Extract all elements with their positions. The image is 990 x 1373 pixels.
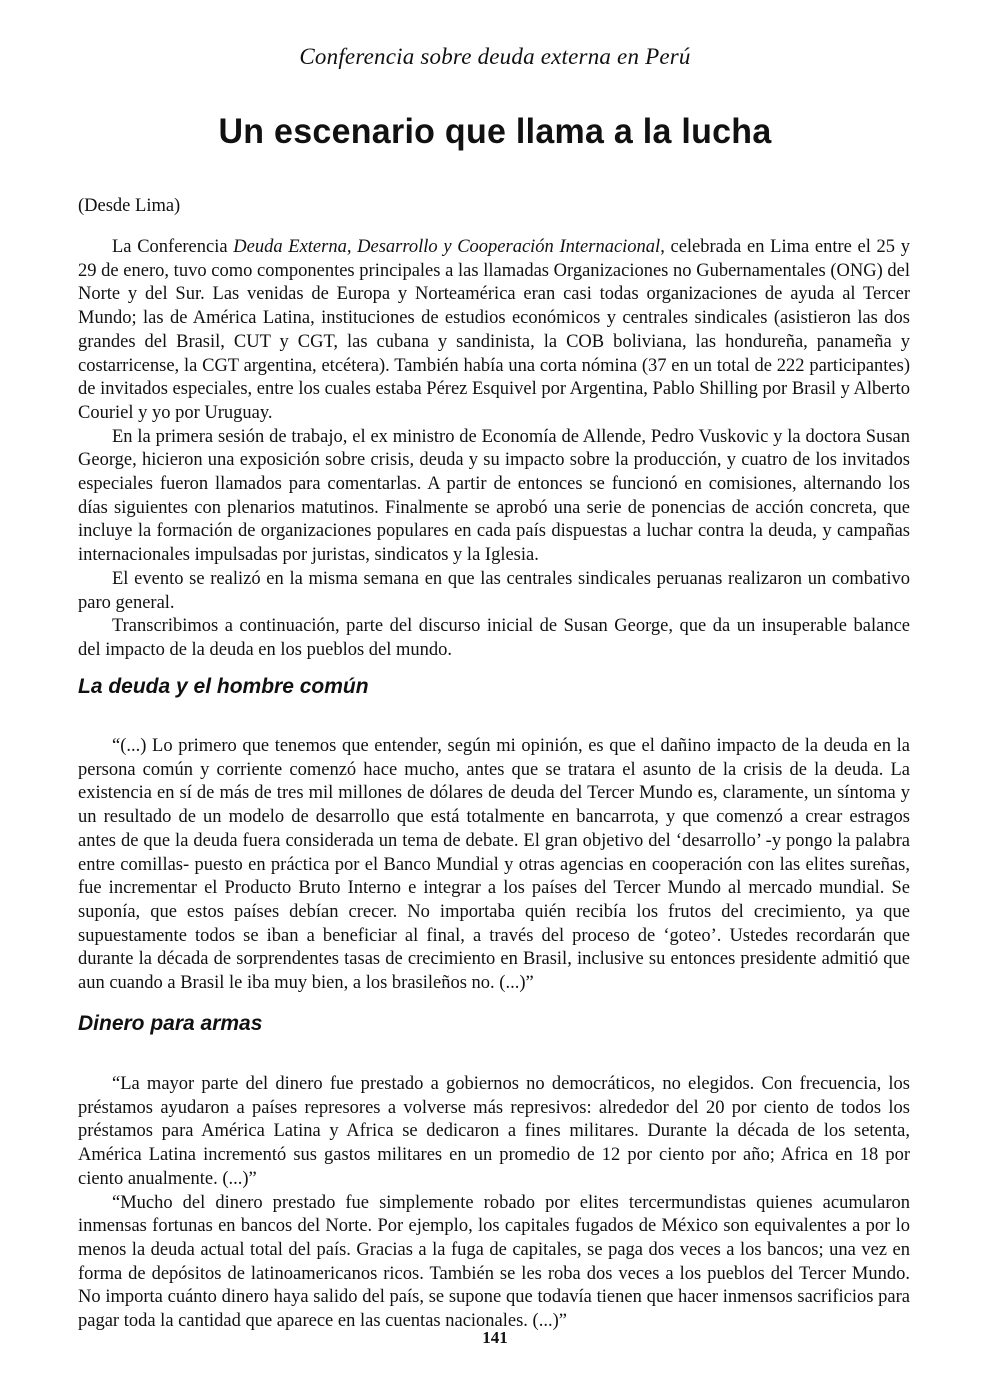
article-title: Un escenario que llama a la lucha (218, 112, 772, 151)
dateline: (Desde Lima) (78, 196, 181, 216)
section-1-body (78, 735, 910, 996)
intro-block (78, 236, 910, 663)
intro-paragraph-3: El evento se realizó en la misma semana en que las centrales sindicales peruanas realizaron un combativo paro general. (78, 568, 910, 613)
running-head: Conferencia sobre deuda externa en Perú (299, 44, 691, 69)
section-heading-deuda-hombre-comun: La deuda y el hombre común (78, 675, 369, 698)
intro-p1-prefix: La Conferencia (112, 237, 234, 257)
conference-name: Deuda Externa, Desarrollo y Cooperación Internacional (233, 237, 661, 257)
intro-paragraph-2: En la primera sesión de trabajo, el ex ministro de Economía de Allende, Pedro Vuskovic y la doctora Susan George, hicieron una exposición sobre crisis, deuda y su impacto sobre la producción, y cuatro de los invitados especiales fueron llamados para comentarlas. A partir de entonces se funcionó en comisiones, alternando los días siguientes con plenarios matutinos. Finalmente se aprobó una serie de ponencias de acción concreta, que incluye la formación de organizaciones populares en cada país dispuestas a luchar contra la deuda, y campañas internacionales impulsadas por juristas, sindicatos y la Iglesia. (78, 426, 910, 566)
intro-p1-suffix: , celebrada en Lima entre el 25 y 29 de enero, tuvo como componentes principales a las llamadas Organizaciones no Gubernamentales (ONG) del Norte y del Sur. Las venidas de Europa y Norteamérica eran casi todas organizaciones de ayuda al Tercer Mundo; las de América Latina, instituciones de estudios económicos y centrales sindicales (asistieron las dos grandes del Brasil, CUT y CGT, las cubana y sandinista, la COB boliviana, las hondureña, panameña y costarricense, la CGT argentina, etcétera). También había una corta nómina (37 en un total de 222 participantes) de invitados especiales, entre los cuales estaba Pérez Esquivel por Argentina, Pablo Shilling por Brasil y Alberto Couriel y yo por Uruguay. (78, 237, 910, 423)
section-1-paragraph-1: “(...) Lo primero que tenemos que entender, según mi opinión, es que el dañino impacto de la deuda en la persona común y corriente comenzó hace mucho, antes que se tratara el asunto de la crisis de la deuda. La existencia en sí de más de tres mil millones de dólares de deuda del Tercer Mundo es, claramente, un síntoma y un resultado de un modelo de desarrollo que está totalmente en bancarrota, y que comenzó a crear estragos antes de que la deuda fuera considerada un tema de debate. El gran objetivo del ‘desarrollo’ -y pongo la palabra entre comillas- puesto en práctica por el Banco Mundial y otras agencias en cooperación con las elites sureñas, fue incrementar el Producto Bruto Interno e integrar a los países del Tercer Mundo al mercado mundial. Se suponía, que estos países debían crecer. No importaba quién recibía los frutos del crecimiento, ya que supuestamente todos se iban a beneficiar al final, a través del proceso de ‘goteo’. Ustedes recordarán que durante la década de sorprendentes tasas de crecimiento en Brasil, inclusive su entonces presidente admitió que aun cuando a Brasil le iba muy bien, a los brasileños no. (...)” (78, 736, 910, 994)
intro-paragraph-4: Transcribimos a continuación, parte del discurso inicial de Susan George, que da un insuperable balance del impacto de la deuda en los pueblos del mundo. (78, 616, 910, 660)
section-2-paragraph-2: “Mucho del dinero prestado fue simplemente robado por elites tercermundistas quienes acumularon inmensas fortunas en bancos del Norte. Por ejemplo, los capitales fugados de México son equivalentes a por lo menos la deuda actual total del país. Gracias a la fuga de capitales, se paga dos veces a los bancos; una vez en forma de depósitos de latinoamericanos ricos. También se les roba dos veces a los pueblos del Tercer Mundo. No importa cuánto dinero haya salido del país, se supone que todavía tienen que hacer inmensos sacrificios para pagar toda la cantidad que aparece en las cuentas nacionales. (...)” (78, 1192, 910, 1332)
section-heading-dinero-armas: Dinero para armas (78, 1012, 263, 1035)
section-2-paragraph-1: “La mayor parte del dinero fue prestado a gobiernos no democráticos, no elegidos. Con frecuencia, los préstamos ayudaron a países represores a volverse más represivos: alrededor del 20 por ciento de todos los préstamos para América Latina y Africa se dedicaron a fines militares. Durante la década de los setenta, América Latina incrementó sus gastos militares en un promedio de 12 por ciento por año; Africa en 18 por ciento anualmente. (...)” (78, 1074, 910, 1189)
intro-paragraph-1 (78, 236, 910, 426)
section-2-body (78, 1073, 910, 1334)
page-number: 141 (482, 1328, 508, 1347)
